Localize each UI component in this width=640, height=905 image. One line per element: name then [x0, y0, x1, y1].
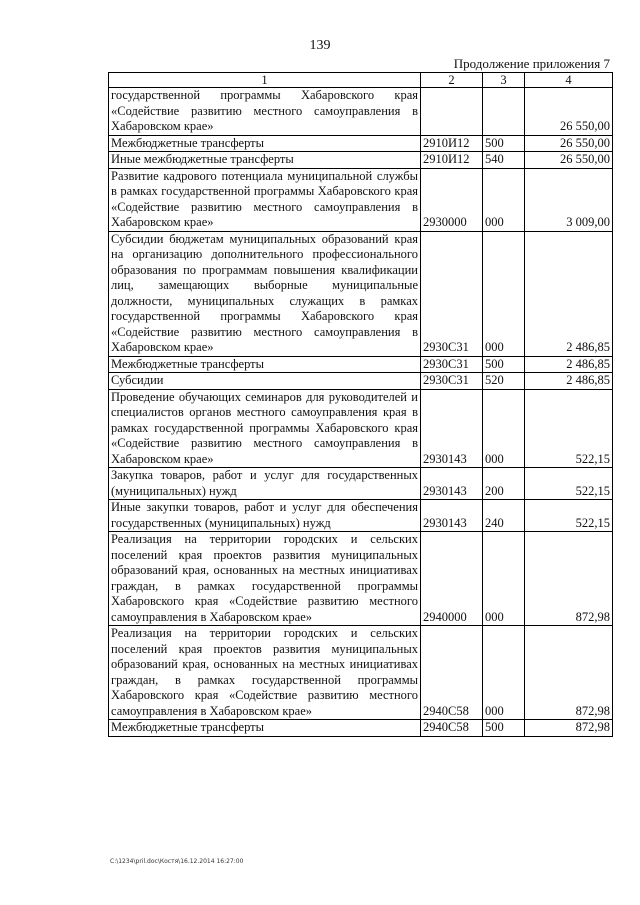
- row-expense-type: 200: [483, 468, 525, 500]
- table-row: [109, 389, 613, 468]
- row-name: Межбюджетные трансферты: [109, 356, 421, 373]
- row-expense-type: 500: [483, 356, 525, 373]
- table-row: [109, 356, 613, 373]
- row-target-code: 2930000: [421, 168, 483, 231]
- row-sum: 522,15: [525, 389, 613, 468]
- row-sum: 872,98: [525, 720, 613, 737]
- header-col-4: 4: [525, 73, 613, 88]
- row-expense-type: 000: [483, 168, 525, 231]
- row-expense-type: 000: [483, 532, 525, 626]
- row-target-code: 2910И12: [421, 152, 483, 169]
- row-sum: 26 550,00: [525, 88, 613, 136]
- row-expense-type: 500: [483, 720, 525, 737]
- table-row: [109, 500, 613, 532]
- row-name: Субсидии бюджетам муниципальных образований края на организацию дополнительного профессионального образования по программам повышения квалификации лиц, замещающих выборные муниципальные должности, муниципальных служащих в рамках государственной программы Хабаровского края «Содействие развитию местного самоуправления в Хабаровском крае»: [109, 231, 421, 356]
- row-sum: 26 550,00: [525, 152, 613, 169]
- row-name: Субсидии: [109, 373, 421, 390]
- table-row: [109, 231, 613, 356]
- row-expense-type: [483, 88, 525, 136]
- row-name: Иные межбюджетные трансферты: [109, 152, 421, 169]
- appendix-continuation-label: Продолжение приложения 7: [453, 56, 610, 71]
- document-path-footer: C:\1234\pril.doc\Костя\16.12.2014 16:27:00: [110, 858, 244, 865]
- row-name: Развитие кадрового потенциала муниципальной службы в рамках государственной программы Хабаровского края «Содействие развитию местного самоуправления в Хабаровском крае»: [109, 168, 421, 231]
- budget-table: [108, 72, 613, 737]
- row-expense-type: 000: [483, 626, 525, 720]
- row-target-code: 2930С31: [421, 356, 483, 373]
- table-row: [109, 720, 613, 737]
- row-expense-type: 500: [483, 135, 525, 152]
- row-sum: 872,98: [525, 532, 613, 626]
- row-sum: 522,15: [525, 468, 613, 500]
- row-target-code: [421, 88, 483, 136]
- row-expense-type: 540: [483, 152, 525, 169]
- header-col-3: 3: [483, 73, 525, 88]
- row-target-code: 2940С58: [421, 626, 483, 720]
- row-target-code: 2910И12: [421, 135, 483, 152]
- table-row: [109, 88, 613, 136]
- row-name: Проведение обучающих семинаров для руководителей и специалистов органов местного самоуправления края в рамках государственной программы Хабаровского края «Содействие развитию местного самоуправления в Хабаровском крае»: [109, 389, 421, 468]
- row-expense-type: 240: [483, 500, 525, 532]
- header-col-1: 1: [109, 73, 421, 88]
- row-sum: 2 486,85: [525, 231, 613, 356]
- table-row: [109, 626, 613, 720]
- row-target-code: 2930143: [421, 500, 483, 532]
- table-row: [109, 373, 613, 390]
- row-sum: 2 486,85: [525, 373, 613, 390]
- table-row: [109, 532, 613, 626]
- table-row: [109, 468, 613, 500]
- row-sum: 26 550,00: [525, 135, 613, 152]
- row-sum: 522,15: [525, 500, 613, 532]
- row-name: Реализация на территории городских и сельских поселений края проектов развития муниципальных образований края, основанных на местных инициативах граждан, в рамках государственной программы Хабаровского края «Содействие развитию местного самоуправления в Хабаровском крае»: [109, 626, 421, 720]
- table-row: [109, 168, 613, 231]
- header-col-2: 2: [421, 73, 483, 88]
- table-header-row: [109, 73, 613, 88]
- row-sum: 3 009,00: [525, 168, 613, 231]
- row-name: Межбюджетные трансферты: [109, 135, 421, 152]
- row-name: Реализация на территории городских и сельских поселений края проектов развития муниципальных образований края, основанных на местных инициативах граждан, в рамках государственной программы Хабаровского края «Содействие развитию местного самоуправления в Хабаровском крае»: [109, 532, 421, 626]
- table-row: [109, 135, 613, 152]
- row-target-code: 2940С58: [421, 720, 483, 737]
- row-target-code: 2940000: [421, 532, 483, 626]
- row-name: Иные закупки товаров, работ и услуг для обеспечения государственных (муниципальных) нужд: [109, 500, 421, 532]
- row-name: Межбюджетные трансферты: [109, 720, 421, 737]
- row-target-code: 2930С31: [421, 373, 483, 390]
- row-sum: 2 486,85: [525, 356, 613, 373]
- row-target-code: 2930143: [421, 468, 483, 500]
- row-target-code: 2930143: [421, 389, 483, 468]
- row-target-code: 2930С31: [421, 231, 483, 356]
- row-name: Закупка товаров, работ и услуг для государственных (муниципальных) нужд: [109, 468, 421, 500]
- row-expense-type: 000: [483, 389, 525, 468]
- row-sum: 872,98: [525, 626, 613, 720]
- row-name: государственной программы Хабаровского края «Содействие развитию местного самоуправления в Хабаровском крае»: [109, 88, 421, 136]
- table-row: [109, 152, 613, 169]
- row-expense-type: 000: [483, 231, 525, 356]
- page-number: 139: [309, 38, 331, 53]
- row-expense-type: 520: [483, 373, 525, 390]
